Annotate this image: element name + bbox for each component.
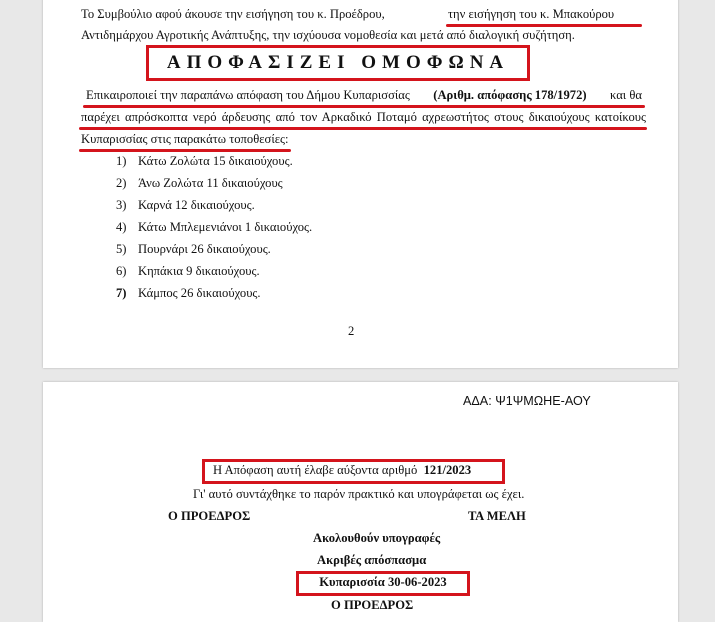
decision-number: 121/2023 [423,463,472,477]
list-item: 4) Κάτω Μπλεμενιάνοι 1 δικαιούχος. [116,220,313,234]
page-number: 2 [348,324,355,338]
document-page-1 [43,0,678,368]
paragraph-2-line-3: Κυπαρισσίας στις παρακάτω τοποθεσίες: [81,132,289,146]
list-item: 2) Άνω Ζολώτα 11 δικαιούχους [116,176,283,190]
place-date: Κυπαρισσία 30-06-2023 [319,575,447,589]
ada-code: ΑΔΑ: Ψ1ΨΜΩΗΕ-ΑΟΥ [463,394,591,408]
document-page-2 [43,382,678,622]
red-underline [83,105,645,108]
decision-heading: ΑΠΟΦΑΣΙΖΕΙ ΟΜΟΦΩΝΑ [166,52,510,73]
list-item: 5) Πουρνάρι 26 δικαιούχους. [116,242,271,256]
paragraph-2-line-2: παρέχει απρόσκοπτα νερό άρδευσης από τον Αρκαδικό Ποταμό αχρεωστήτος στους δικαιούχους κατοίκους [81,110,646,124]
highlighted-phrase: την εισήγηση του κ. Μπακούρου [448,7,615,21]
red-underline [446,24,642,27]
president-label: Ο ΠΡΟΕΔΡΟΣ [168,509,251,523]
red-underline [79,149,291,152]
red-underline [79,127,647,130]
paragraph-1-line-2: Αντιδημάρχου Αγροτικής Ανάπτυξης, την ισχύουσα νομοθεσία και μετά από διαλογική συζήτηση. [81,28,575,42]
decision-number-line: Η Απόφαση αυτή έλαβε αύξοντα αριθμό 121/2023 [213,463,472,477]
minutes-statement: Γι' αυτό συντάχθηκε το παρόν πρακτικό και υπογράφεται ως έχει. [193,487,525,501]
list-item: 3) Καρνά 12 δικαιούχους. [116,198,255,212]
paragraph-2-line-1: Επικαιροποιεί την παραπάνω απόφαση του Δήμου Κυπαρισσίας (Αριθμ. απόφασης 178/1972) και θα [86,88,642,102]
decision-reference: (Αριθμ. απόφασης 178/1972) [433,88,587,102]
paragraph-1-text: Το Συμβούλιο αφού άκουσε την εισήγηση του κ. Προέδρου, [81,7,385,21]
members-label: ΤΑ ΜΕΛΗ [468,509,526,523]
list-item: 7) Κάμπος 26 δικαιούχους. [116,286,261,300]
list-item: 6) Κηπάκια 9 δικαιούχους. [116,264,260,278]
paragraph-1-line-1 [81,7,385,22]
president-label-2: Ο ΠΡΟΕΔΡΟΣ [331,598,414,612]
exact-copy-note: Ακριβές απόσπασμα [317,553,427,567]
list-item: 1) Κάτω Ζολώτα 15 δικαιούχους. [116,154,293,168]
signatures-note: Ακολουθούν υπογραφές [313,531,441,545]
